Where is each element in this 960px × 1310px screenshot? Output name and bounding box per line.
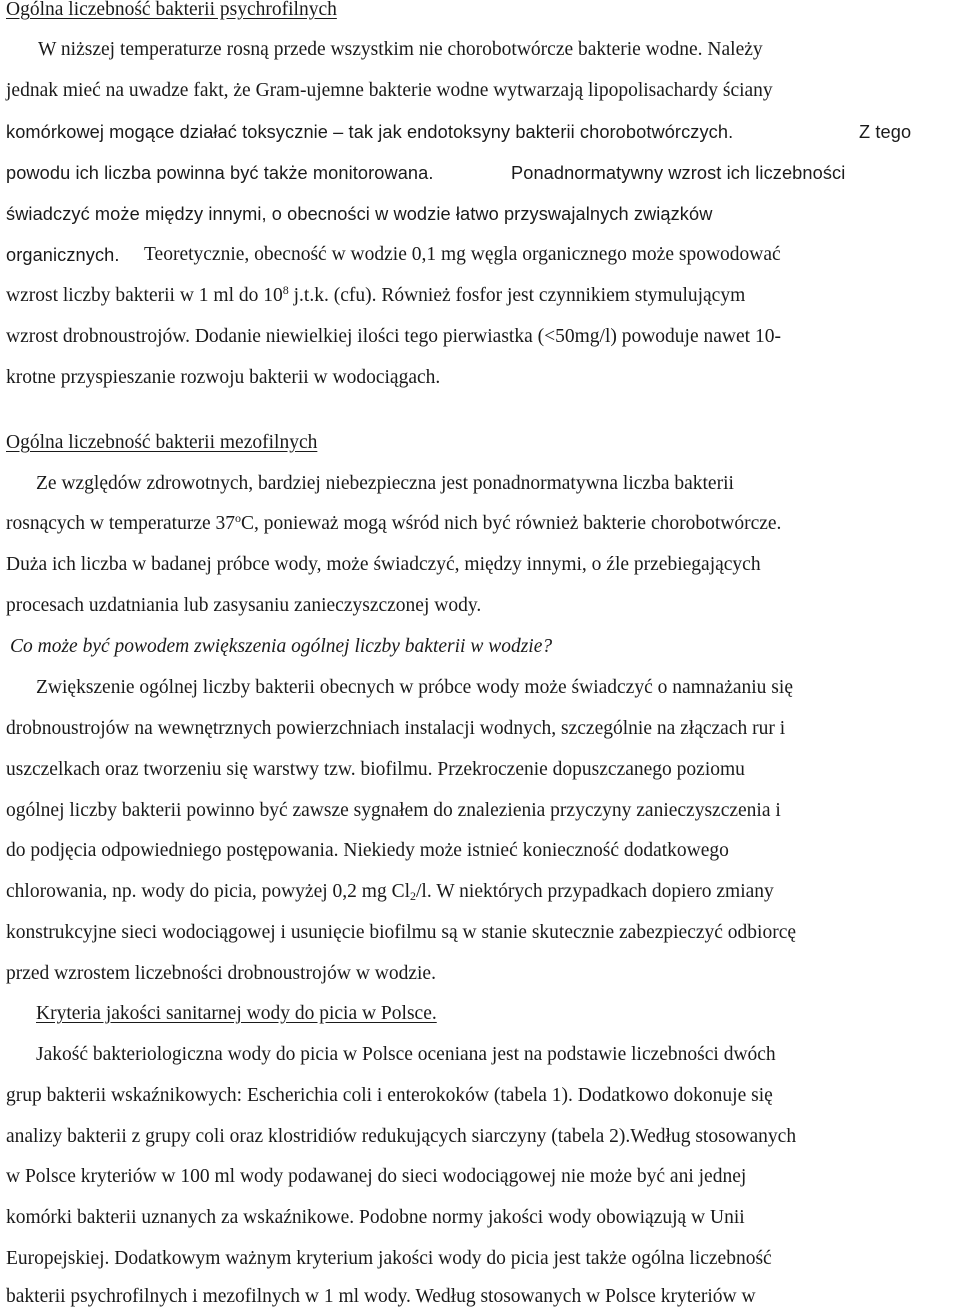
text-line: Jakość bakteriologiczna wody do picia w Polsce oceniana jest na podstawie liczebności dwóch [36, 1044, 776, 1065]
text-line [6, 284, 745, 308]
question-line: Co może być powodem zwiększenia ogólnej liczby bakterii w wodzie? [10, 636, 553, 657]
text-line: komórkowej mogące działać toksycznie – tak jak endotoksyny bakterii chorobotwórczych. [6, 122, 734, 142]
text-line [6, 880, 774, 904]
superscript-exponent: 8 [282, 283, 289, 297]
text-line: przed wzrostem liczebności drobnoustrojów w wodzie. [6, 963, 436, 984]
text-line: drobnoustrojów na wewnętrznych powierzchniach instalacji wodnych, szczególnie na złączach rur i [6, 718, 786, 739]
text-line: Ponadnormatywny wzrost ich liczebności [511, 163, 846, 183]
section-heading-mesophilic: Ogólna liczebność bakterii mezofilnych [6, 432, 318, 453]
text-line: krotne przyspieszanie rozwoju bakterii w wodociągach. [6, 367, 441, 388]
text-line: konstrukcyjne sieci wodociągowej i usunięcie biofilmu są w stanie skutecznie zabezpieczyć odbiorcę [6, 922, 797, 943]
text-line: grup bakterii wskaźnikowych: Escherichia coli i enterokoków (tabela 1). Dodatkowo dokonuje się [6, 1085, 773, 1106]
text-line: świadczyć może między innymi, o obecności w wodzie łatwo przyswajalnych związków [6, 204, 713, 224]
text-line: Ze względów zdrowotnych, bardziej niebezpieczna jest ponadnormatywna liczba bakterii [36, 473, 734, 494]
text-line: wzrost drobnoustrojów. Dodanie niewielkiej ilości tego pierwiastka (<50mg/l) powoduje nawet 10- [6, 326, 781, 347]
text-line: ogólnej liczby bakterii powinno być zawsze sygnałem do znalezienia przyczyny zanieczyszczenia i [6, 800, 781, 821]
text-line [6, 512, 781, 536]
text-line: do podjęcia odpowiedniego postępowania. Niekiedy może istnieć konieczność dodatkowego [6, 840, 729, 861]
text-line: W niższej temperaturze rosną przede wszystkim nie chorobotwórcze bakterie wodne. Należy [38, 39, 763, 60]
text-segment: chlorowania, np. wody do picia, powyżej 0,2 mg Cl [6, 881, 411, 902]
text-line: bakterii psychrofilnych i mezofilnych w 1 ml wody. Według stosowanych w Polsce kryteriów w [6, 1286, 756, 1307]
text-line: analizy bakterii z grupy coli oraz klostridiów redukujących siarczyny (tabela 2).Według stosowanych [6, 1126, 797, 1147]
text-line: Z tego [859, 122, 912, 142]
text-line: powodu ich liczba powinna być także monitorowana. [6, 163, 434, 183]
section-heading-psychrophilic: Ogólna liczebność bakterii psychrofilnych [6, 0, 337, 20]
text-line: w Polsce kryteriów w 100 ml wody podawanej do sieci wodociągowej nie może być ani jednej [6, 1166, 747, 1187]
text-line: Duża ich liczba w badanej próbce wody, może świadczyć, między innymi, o źle przebiegających [6, 554, 761, 575]
text-segment: /l. W niektórych przypadkach dopiero zmiany [416, 881, 774, 902]
text-segment: j.t.k. (cfu). Również fosfor jest czynnikiem stymulującym [293, 285, 746, 306]
text-segment: rosnących w temperaturze 37 [6, 513, 236, 534]
text-line: jednak mieć na uwadze fakt, że Gram-ujemne bakterie wodne wytwarzają lipopolisachardy ściany [6, 80, 773, 101]
subscript-number: 2 [410, 889, 417, 903]
superscript-degree: o [235, 511, 242, 525]
text-segment: C, ponieważ mogą wśród nich być również bakterie chorobotwórcze. [241, 513, 782, 534]
text-line: Teoretycznie, obecność w wodzie 0,1 mg węgla organicznego może spowodować [144, 244, 781, 265]
text-line: komórki bakterii uznanych za wskaźnikowe. Podobne normy jakości wody obowiązują w Unii [6, 1207, 745, 1228]
text-line: procesach uzdatniania lub zasysaniu zanieczyszczonej wody. [6, 595, 482, 616]
text-line: uszczelkach oraz tworzeniu się warstwy tzw. biofilmu. Przekroczenie dopuszczanego poziomu [6, 759, 745, 780]
section-heading-criteria: Kryteria jakości sanitarnej wody do picia w Polsce. [36, 1003, 437, 1024]
text-segment: wzrost liczby bakterii w 1 ml do 10 [6, 285, 283, 306]
text-line: Zwiększenie ogólnej liczby bakterii obecnych w próbce wody może świadczyć o namnażaniu się [36, 677, 793, 698]
text-line: Europejskiej. Dodatkowym ważnym kryterium jakości wody do picia jest także ogólna liczebność [6, 1248, 772, 1269]
text-line: organicznych. [6, 245, 120, 265]
